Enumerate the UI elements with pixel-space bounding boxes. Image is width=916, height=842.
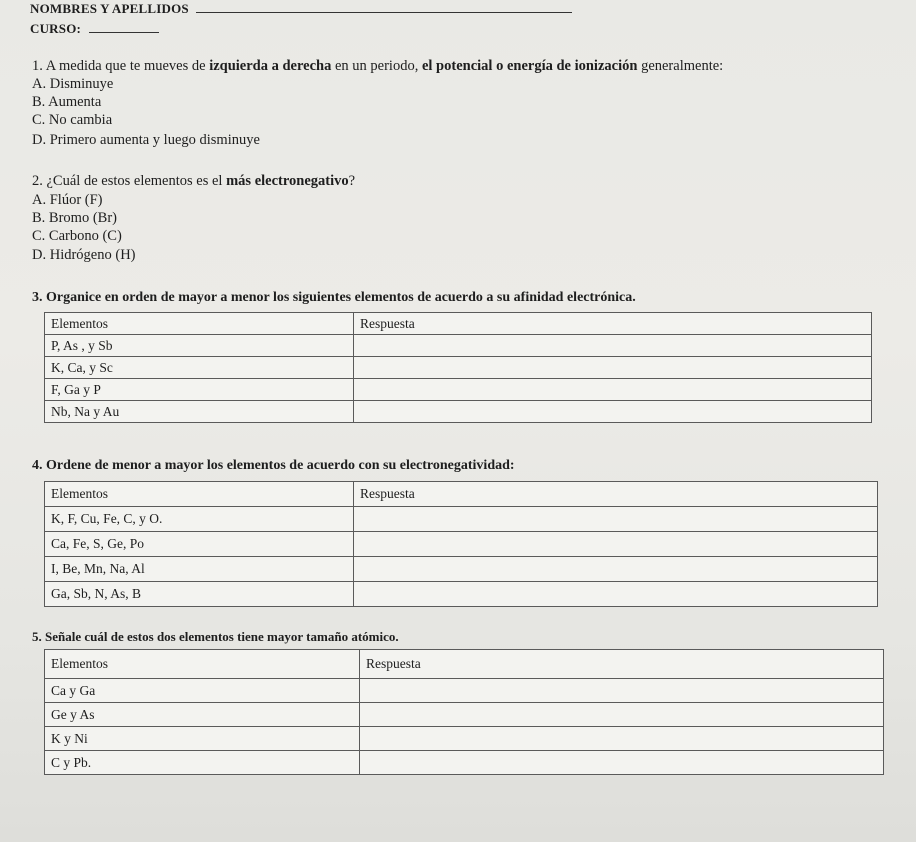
table-row [45, 335, 872, 357]
table-row [45, 557, 878, 582]
col-answer-header: Respuesta [354, 313, 872, 335]
elements-cell: Ge y As [45, 703, 360, 727]
q1-option-b[interactable]: B. Aumenta [32, 94, 102, 110]
q4-table [44, 481, 878, 607]
elements-cell: K, Ca, y Sc [45, 357, 354, 379]
q2-bold-1: más electronegativo [226, 173, 349, 189]
elements-cell: K, F, Cu, Fe, C, y O. [45, 507, 354, 532]
table-row [45, 532, 878, 557]
answer-cell[interactable] [360, 751, 884, 775]
q1-bold-1: izquierda a derecha [209, 58, 332, 74]
question-2 [32, 172, 355, 190]
q1-option-a[interactable]: A. Disminuye [32, 76, 114, 92]
table-row [45, 751, 884, 775]
q3-table [44, 312, 872, 423]
table-header-row [45, 482, 878, 507]
answer-cell[interactable] [360, 703, 884, 727]
question-5: 5. Señale cuál de estos dos elementos tiene mayor tamaño atómico. [32, 629, 399, 644]
question-4: 4. Ordene de menor a mayor los elementos de acuerdo con su electronegatividad: [32, 458, 515, 473]
q2-option-b[interactable]: B. Bromo (Br) [32, 210, 117, 226]
elements-cell: Nb, Na y Au [45, 401, 354, 423]
q1-text-3: generalmente: [637, 58, 724, 74]
elements-cell: C y Pb. [45, 751, 360, 775]
elements-cell: Ca y Ga [45, 679, 360, 703]
table-row [45, 703, 884, 727]
table-row [45, 357, 872, 379]
course-field [30, 20, 159, 37]
col-elements-header: Elementos [45, 482, 354, 507]
q1-text-2: en un periodo, [331, 58, 422, 74]
elements-cell: Ga, Sb, N, As, B [45, 582, 354, 607]
table-row [45, 679, 884, 703]
q1-text-1: A medida que te mueves de [42, 58, 210, 74]
table-row [45, 401, 872, 423]
col-elements-header: Elementos [45, 313, 354, 335]
names-blank[interactable] [196, 0, 572, 13]
answer-cell[interactable] [354, 532, 878, 557]
answer-cell[interactable] [354, 557, 878, 582]
table-header-row [45, 313, 872, 335]
course-label: CURSO: [30, 21, 82, 36]
answer-cell[interactable] [360, 679, 884, 703]
elements-cell: I, Be, Mn, Na, Al [45, 557, 354, 582]
q2-number: 2. [32, 173, 43, 189]
q2-text-2: ? [348, 173, 356, 189]
elements-cell: P, As , y Sb [45, 335, 354, 357]
q2-text-1: ¿Cuál de estos elementos es el [42, 173, 227, 189]
course-blank[interactable] [89, 20, 159, 33]
q1-option-c[interactable]: C. No cambia [32, 112, 113, 128]
table-row [45, 727, 884, 751]
q1-option-d[interactable]: D. Primero aumenta y luego disminuye [32, 132, 260, 148]
table-row [45, 507, 878, 532]
answer-cell[interactable] [354, 335, 872, 357]
q5-table [44, 649, 884, 775]
table-header-row [45, 650, 884, 679]
col-elements-header: Elementos [45, 650, 360, 679]
answer-cell[interactable] [360, 727, 884, 751]
elements-cell: Ca, Fe, S, Ge, Po [45, 532, 354, 557]
col-answer-header: Respuesta [354, 482, 878, 507]
answer-cell[interactable] [354, 507, 878, 532]
answer-cell[interactable] [354, 379, 872, 401]
q1-number: 1. [32, 58, 43, 74]
q2-option-d[interactable]: D. Hidrógeno (H) [32, 247, 136, 263]
col-answer-header: Respuesta [360, 650, 884, 679]
answer-cell[interactable] [354, 401, 872, 423]
answer-cell[interactable] [354, 582, 878, 607]
names-label: NOMBRES Y APELLIDOS [30, 1, 189, 16]
q1-bold-2: el potencial o energía de ionización [421, 58, 638, 74]
question-3: 3. Organice en orden de mayor a menor los siguientes elementos de acuerdo a su afinidad electrónica. [32, 290, 636, 305]
table-row [45, 582, 878, 607]
elements-cell: K y Ni [45, 727, 360, 751]
table-row [45, 379, 872, 401]
q2-option-a[interactable]: A. Flúor (F) [32, 192, 103, 208]
names-field [30, 0, 572, 17]
question-1 [32, 57, 723, 75]
q2-option-c[interactable]: C. Carbono (C) [32, 228, 122, 244]
answer-cell[interactable] [354, 357, 872, 379]
elements-cell: F, Ga y P [45, 379, 354, 401]
